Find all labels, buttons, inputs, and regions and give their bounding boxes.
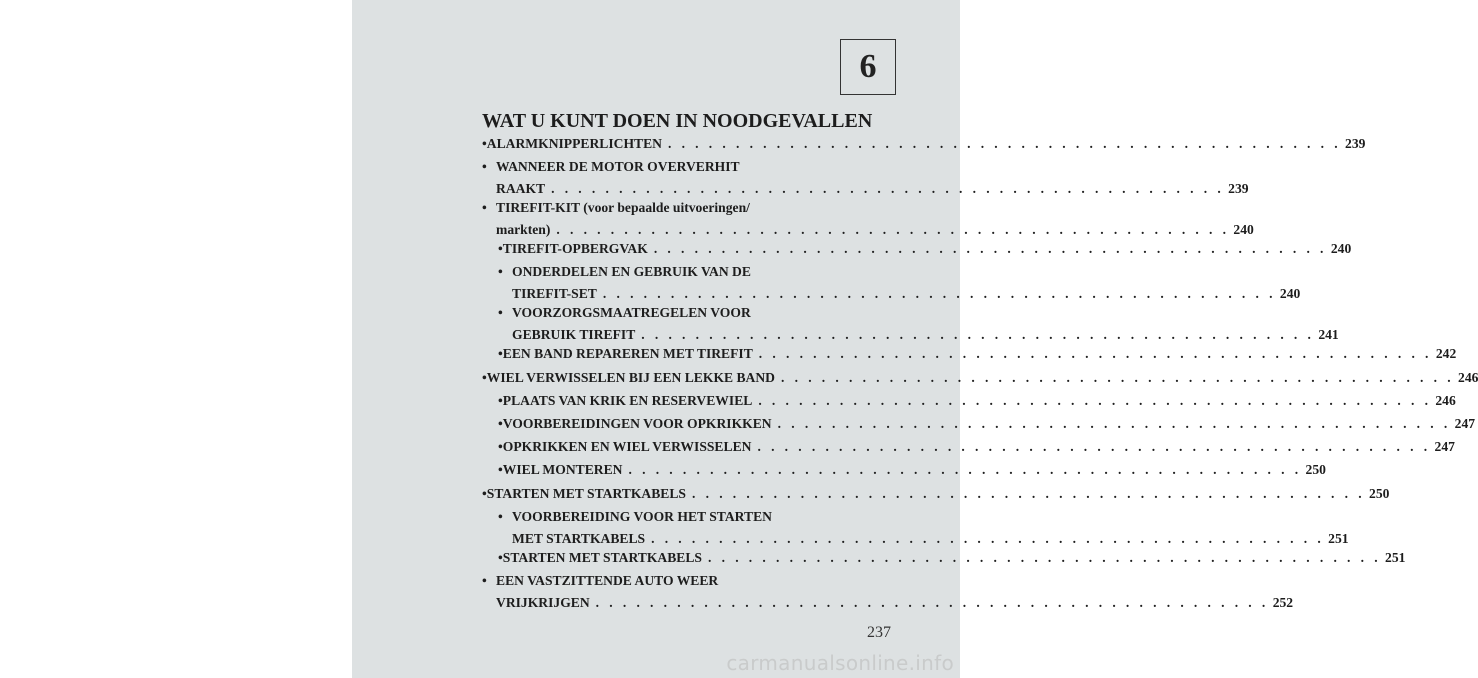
- toc-entry-line-last: [482, 135, 1366, 152]
- toc-entry-title: VRIJKRIJGEN: [496, 595, 590, 610]
- toc-entry-title: STARTEN MET STARTKABELS: [502, 550, 702, 565]
- toc-entry-line-last: [498, 345, 1457, 362]
- toc-leader-dots: . . . . . . . . . . . . . . . . . . . . . . . . . . . . . . . . . . . . . . . . . . . . . . . . . .: [595, 595, 1269, 610]
- toc-entry-title: EEN VASTZITTENDE AUTO WEER: [496, 573, 719, 588]
- toc-page-number: 246: [1435, 393, 1456, 408]
- toc-entry-line: [498, 263, 751, 280]
- toc-page-number: 247: [1434, 439, 1455, 454]
- toc-entry-title: TIREFIT-OPBERGVAK: [502, 241, 648, 256]
- toc-entry-title: VOORZORGSMAATREGELEN VOOR: [512, 305, 751, 320]
- toc-entry-line-last: [496, 180, 1249, 197]
- toc-entry-title: OPKRIKKEN EN WIEL VERWISSELEN: [502, 439, 752, 454]
- toc-entry-line-last: [512, 530, 1349, 547]
- toc-entry-line-last: [482, 369, 1478, 386]
- toc-bullet: •: [482, 486, 487, 501]
- toc-entry-title: WANNEER DE MOTOR OVERVERHIT: [496, 159, 740, 174]
- toc-entry-line-last: [496, 594, 1294, 611]
- toc-leader-dots: . . . . . . . . . . . . . . . . . . . . . . . . . . . . . . . . . . . . . . . . . . . . . . . . . .: [653, 241, 1327, 256]
- toc-leader-dots: . . . . . . . . . . . . . . . . . . . . . . . . . . . . . . . . . . . . . . . . . . . . . . . . . .: [551, 181, 1225, 196]
- toc-page-number: 240: [1233, 222, 1254, 237]
- toc-page-number: 241: [1318, 327, 1339, 342]
- manual-page: [352, 0, 1478, 678]
- toc-leader-dots: . . . . . . . . . . . . . . . . . . . . . . . . . . . . . . . . . . . . . . . . . . . . . . . . . .: [757, 439, 1431, 454]
- toc-bullet: •: [498, 346, 503, 361]
- toc-page-number: 242: [1435, 346, 1457, 361]
- toc-bullet: •: [498, 241, 503, 256]
- toc-entry-title: VOORBEREIDINGEN VOOR OPKRIKKEN: [502, 416, 772, 431]
- toc-leader-dots: . . . . . . . . . . . . . . . . . . . . . . . . . . . . . . . . . . . . . . . . . . . . . . . . . .: [758, 346, 1432, 361]
- toc-page-number: 252: [1272, 595, 1294, 610]
- toc-bullet: •: [498, 305, 503, 320]
- toc-leader-dots: . . . . . . . . . . . . . . . . . . . . . . . . . . . . . . . . . . . . . . . . . . . . . . . . . .: [628, 462, 1302, 477]
- toc-entry-title: TIREFIT-SET: [512, 286, 597, 301]
- toc-entry-line: [482, 158, 740, 175]
- toc-leader-dots: . . . . . . . . . . . . . . . . . . . . . . . . . . . . . . . . . . . . . . . . . . . . . . . . . .: [758, 393, 1432, 408]
- toc-page-number: 240: [1330, 241, 1352, 256]
- toc-entry-line-last: [512, 326, 1339, 343]
- toc-entry-title: EEN BAND REPAREREN MET TIREFIT: [502, 346, 753, 361]
- toc-entry-line-last: [482, 485, 1390, 502]
- toc-bullet: •: [498, 264, 503, 279]
- toc-entry-line-last: [498, 240, 1352, 257]
- toc-entry-title: TIREFIT-KIT (voor bepaalde uitvoeringen/: [496, 200, 750, 215]
- toc-bullet: •: [482, 370, 487, 385]
- toc-page-number: 239: [1228, 181, 1249, 196]
- toc-entry-title: GEBRUIK TIREFIT: [512, 327, 636, 342]
- toc-bullet: •: [482, 200, 487, 215]
- toc-entry-title: markten): [496, 222, 551, 237]
- toc-entry-title: RAAKT: [496, 181, 546, 196]
- toc-page-number: 246: [1458, 370, 1478, 385]
- toc-entry-line: [498, 508, 772, 525]
- toc-leader-dots: . . . . . . . . . . . . . . . . . . . . . . . . . . . . . . . . . . . . . . . . . . . . . . . . . .: [602, 286, 1276, 301]
- toc-page-number: 251: [1328, 531, 1349, 546]
- toc-entry-title: ONDERDELEN EN GEBRUIK VAN DE: [512, 264, 751, 279]
- toc-entry-line: [498, 304, 751, 321]
- toc-page-number: 250: [1369, 486, 1390, 501]
- toc-entry-title: WIEL VERWISSELEN BIJ EEN LEKKE BAND: [486, 370, 775, 385]
- toc-leader-dots: . . . . . . . . . . . . . . . . . . . . . . . . . . . . . . . . . . . . . . . . . . . . . . . . . .: [692, 486, 1366, 501]
- toc-entry-line-last: [498, 461, 1326, 478]
- toc-page-number: 247: [1454, 416, 1476, 431]
- toc-entry-line: [482, 572, 718, 589]
- toc-page-number: 251: [1385, 550, 1406, 565]
- toc-bullet: •: [482, 159, 487, 174]
- toc-page-number: 240: [1279, 286, 1301, 301]
- toc-leader-dots: . . . . . . . . . . . . . . . . . . . . . . . . . . . . . . . . . . . . . . . . . . . . . . . . . .: [651, 531, 1325, 546]
- toc-entry-title: VOORBEREIDING VOOR HET STARTEN: [512, 509, 772, 524]
- page-number: 237: [867, 624, 891, 641]
- toc-bullet: •: [498, 550, 503, 565]
- toc-leader-dots: . . . . . . . . . . . . . . . . . . . . . . . . . . . . . . . . . . . . . . . . . . . . . . . . . .: [781, 370, 1455, 385]
- toc-bullet: •: [498, 509, 503, 524]
- toc-entry-title: WIEL MONTEREN: [502, 462, 623, 477]
- toc-bullet: •: [498, 462, 503, 477]
- toc-page-number: 250: [1305, 462, 1326, 477]
- toc-bullet: •: [482, 573, 487, 588]
- toc-leader-dots: . . . . . . . . . . . . . . . . . . . . . . . . . . . . . . . . . . . . . . . . . . . . . . . . . .: [556, 222, 1230, 237]
- toc-entry-line-last: [512, 285, 1301, 302]
- toc-entry-line-last: [498, 438, 1455, 455]
- toc-leader-dots: . . . . . . . . . . . . . . . . . . . . . . . . . . . . . . . . . . . . . . . . . . . . . . . . . .: [667, 136, 1342, 151]
- toc-leader-dots: . . . . . . . . . . . . . . . . . . . . . . . . . . . . . . . . . . . . . . . . . . . . . . . . . .: [641, 327, 1315, 342]
- toc-entry-title: STARTEN MET STARTKABELS: [486, 486, 686, 501]
- toc-bullet: •: [498, 439, 503, 454]
- toc-leader-dots: . . . . . . . . . . . . . . . . . . . . . . . . . . . . . . . . . . . . . . . . . . . . . . . . . .: [777, 416, 1451, 431]
- toc-entry-title: MET STARTKABELS: [512, 531, 646, 546]
- toc-page-number: 239: [1345, 136, 1366, 151]
- toc-entry-line: [482, 199, 750, 216]
- toc-entry-line-last: [498, 392, 1456, 409]
- toc-entry-title: ALARMKNIPPERLICHTEN: [486, 136, 662, 151]
- toc-entry-line-last: [498, 415, 1476, 432]
- toc-entry-title: PLAATS VAN KRIK EN RESERVEWIEL: [502, 393, 753, 408]
- toc-bullet: •: [498, 416, 503, 431]
- toc-bullet: •: [498, 393, 503, 408]
- watermark: carmanualsonline.info: [726, 651, 954, 675]
- table-of-contents: [352, 0, 1478, 678]
- section-heading: WAT U KUNT DOEN IN NOODGEVALLEN: [482, 110, 873, 132]
- toc-entry-line-last: [496, 221, 1254, 238]
- toc-bullet: •: [482, 136, 487, 151]
- toc-entry-line-last: [498, 549, 1406, 566]
- toc-leader-dots: . . . . . . . . . . . . . . . . . . . . . . . . . . . . . . . . . . . . . . . . . . . . . . . . . .: [708, 550, 1382, 565]
- chapter-number: 6: [859, 48, 877, 85]
